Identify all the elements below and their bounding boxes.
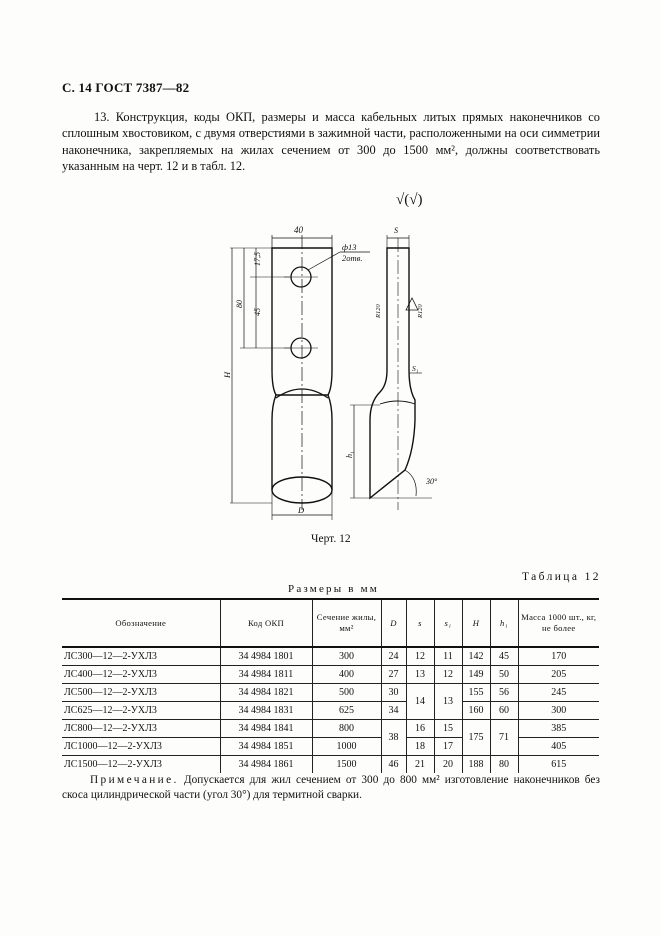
cell-name: ЛС625—12—2-УХЛ3 [62,701,220,719]
cell-name: ЛС500—12—2-УХЛ3 [62,683,220,701]
cell-section: 300 [312,647,381,665]
cell-s: 13 [406,665,434,683]
cell-H: 175 [462,719,490,755]
cell-s: 21 [406,755,434,773]
cell-name: ЛС1500—12—2-УХЛ3 [62,755,220,773]
cell-name: ЛС400—12—2-УХЛ3 [62,665,220,683]
cell-okp: 34 4984 1831 [220,701,312,719]
cell-s: 18 [406,737,434,755]
col-mass: Масса 1000 шт., кг, не более [518,599,599,647]
table-number: Таблица 12 [522,571,601,583]
col-s: s [406,599,434,647]
roughness-symbol [396,192,422,208]
cell-H: 160 [462,701,490,719]
dim-top: 17,5 [253,252,262,266]
cell-D: 38 [381,719,406,755]
cell-D: 27 [381,665,406,683]
dim-angle: 30° [426,477,438,486]
cell-okp: 34 4984 1821 [220,683,312,701]
cell-name: ЛС1000—12—2-УХЛ3 [62,737,220,755]
cell-H: 142 [462,647,490,665]
cell-okp: 34 4984 1841 [220,719,312,737]
dim-hole: ф13 [342,242,357,252]
cell-section: 1500 [312,755,381,773]
cell-okp: 34 4984 1811 [220,665,312,683]
cell-h1: 56 [490,683,518,701]
cell-s1: 11 [434,647,462,665]
dim-45: 45 [253,308,262,316]
drawing-12 [200,180,460,520]
cell-s1: 17 [434,737,462,755]
dim-D: D [298,505,305,515]
table-row [62,647,599,665]
cell-section: 800 [312,719,381,737]
cell-mass: 205 [518,665,599,683]
note-label: Примечание. [90,774,179,786]
cell-s1: 20 [434,755,462,773]
cell-H: 149 [462,665,490,683]
dim-hole-count: 2отв. [342,253,363,263]
svg-text:√(√): √(√) [396,192,423,208]
cell-name: ЛС800—12—2-УХЛ3 [62,719,220,737]
cell-s: 12 [406,647,434,665]
col-H: H [462,599,490,647]
cell-H: 188 [462,755,490,773]
cell-okp: 34 4984 1801 [220,647,312,665]
dim-s: S [394,226,398,235]
table-row [62,683,599,701]
dim-80: 80 [235,300,244,308]
cell-D: 46 [381,755,406,773]
cell-mass: 170 [518,647,599,665]
table-row [62,701,599,719]
cell-mass: 405 [518,737,599,755]
col-s1: s₁ [434,599,462,647]
cell-mass: 385 [518,719,599,737]
table-row [62,737,599,755]
col-designation: Обозначение [62,599,220,647]
spec-table [62,598,599,773]
cell-s1: 15 [434,719,462,737]
col-section: Сечение жилы, мм² [312,599,381,647]
side-view [345,226,438,510]
col-okp: Код ОКП [220,599,312,647]
table-row [62,665,599,683]
cell-s: 16 [406,719,434,737]
front-view [222,225,370,520]
dim-r-b: R120 [417,304,424,318]
col-h1: h₁ [490,599,518,647]
col-D: D [381,599,406,647]
cell-okp: 34 4984 1851 [220,737,312,755]
cell-D: 30 [381,683,406,701]
cell-mass: 615 [518,755,599,773]
cell-section: 400 [312,665,381,683]
table-row [62,719,599,737]
cell-s: 14 [406,683,434,719]
page-header: С. 14 ГОСТ 7387—82 [62,80,190,95]
cell-name: ЛС300—12—2-УХЛ3 [62,647,220,665]
figure-caption: Черт. 12 [311,533,351,545]
cell-section: 1000 [312,737,381,755]
dim-width: 40 [294,225,303,235]
cell-okp: 34 4984 1861 [220,755,312,773]
cell-h1: 50 [490,665,518,683]
cell-s1: 12 [434,665,462,683]
cell-h1: 80 [490,755,518,773]
cell-h1: 60 [490,701,518,719]
table-row [62,755,599,773]
table-note [62,773,600,803]
clause-13-text: 13. Конструкция, коды ОКП, размеры и масса кабельных литых прямых наконечников со сплошным хвостовиком, с двумя отверстиями в зажимной части, расположенными на оси симметрии наконечника, закрепляемых на жилах сечением от 300 до 1500 мм², должны соответствовать указанным на черт. 12 и в табл. 12. [62,110,600,174]
note-text: Допускается для жил сечением от 300 до 800 мм² изготовление наконечников без скоса цилиндрической части (угол 30°) для термитной сварки. [62,774,601,801]
dim-s1: S₁ [412,364,419,373]
cell-D: 24 [381,647,406,665]
cell-mass: 245 [518,683,599,701]
cell-section: 625 [312,701,381,719]
dim-h1: h₁ [345,451,354,458]
dim-r-a: R120 [375,304,382,318]
dim-H: H [222,371,232,378]
table-units: Размеры в мм [288,583,379,595]
cell-h1: 45 [490,647,518,665]
cell-mass: 300 [518,701,599,719]
cell-H: 155 [462,683,490,701]
cell-s1: 13 [434,683,462,719]
cell-D: 34 [381,701,406,719]
cell-section: 500 [312,683,381,701]
cell-h1: 71 [490,719,518,755]
